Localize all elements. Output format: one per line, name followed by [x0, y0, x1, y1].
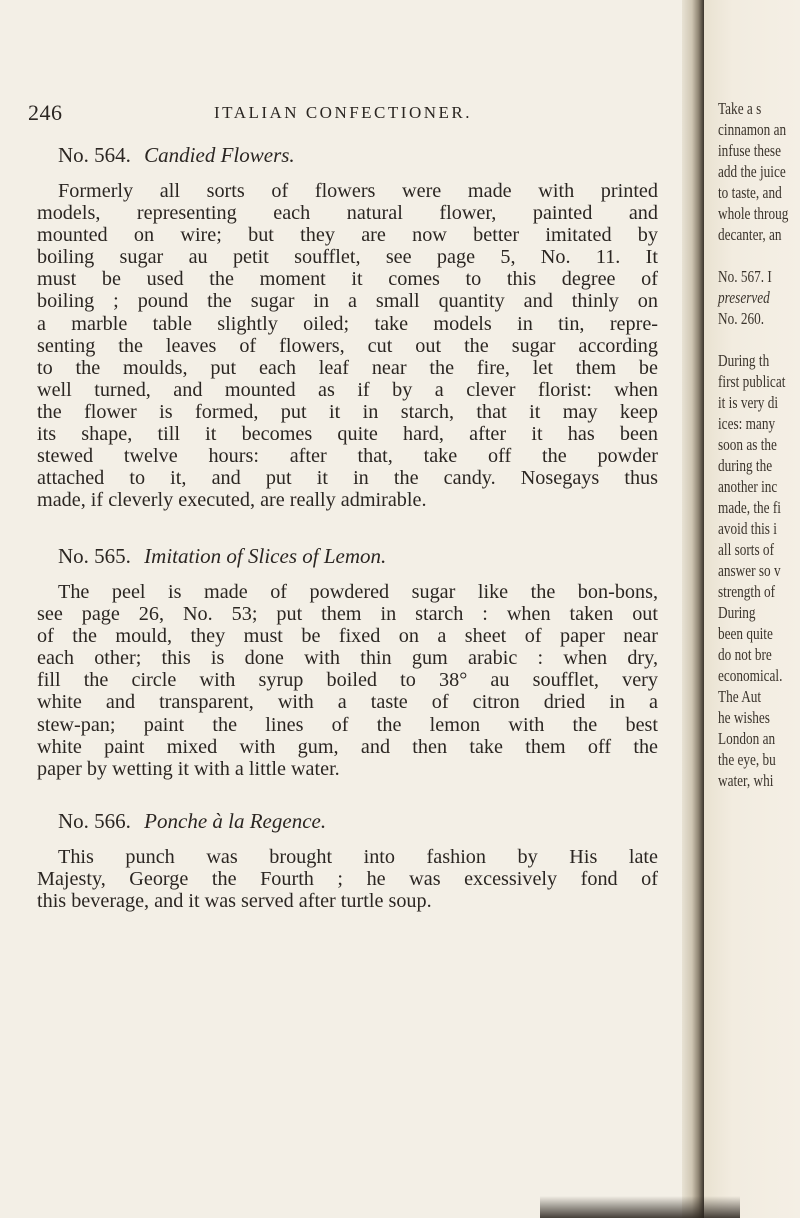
- facing-line: ices: many: [718, 414, 776, 433]
- facing-line: another inc: [718, 477, 778, 496]
- body-line: stew-pan; paint the lines of the lemon with the best: [37, 713, 658, 736]
- body-line: This punch was brought into fashion by His late: [58, 846, 658, 868]
- facing-line: all sorts of: [718, 540, 774, 559]
- facing-line: Take a s: [718, 99, 762, 118]
- facing-page-text: [718, 98, 788, 791]
- facing-line: water, whi: [718, 771, 774, 790]
- body-line: white and transparent, with a taste of citron dried in a: [37, 691, 658, 714]
- facing-line: been quite: [718, 624, 773, 643]
- body-line: stewed twelve hours: after that, take off the powder: [37, 445, 658, 468]
- body-line: attached to it, and put it in the candy. Nosegays thus: [37, 467, 658, 490]
- facing-line: soon as the: [718, 435, 777, 454]
- facing-page: [704, 0, 800, 1218]
- body-line: to the moulds, put each leaf near the fire, let them be: [37, 356, 658, 379]
- body-line: of the mould, they must be fixed on a sheet of paper near: [37, 625, 658, 648]
- facing-line: do not bre: [718, 645, 772, 664]
- body-line: its shape, till it becomes quite hard, after it has been: [37, 423, 658, 446]
- facing-line: whole throug: [718, 204, 789, 223]
- facing-line: infuse these: [718, 141, 781, 160]
- section-body-565: [37, 581, 658, 780]
- body-line: paper by wetting it with a little water.: [37, 757, 340, 780]
- body-line: the flower is formed, put it in starch, that it may keep: [37, 400, 658, 423]
- body-line: Majesty, George the Fourth ; he was excessively fond of: [37, 868, 658, 891]
- page-header: [28, 100, 658, 136]
- section-title: Candied Flowers.: [144, 143, 295, 167]
- body-line: senting the leaves of flowers, cut out the sugar according: [37, 334, 658, 357]
- body-line: boiling ; pound the sugar in a small quantity and thinly on: [37, 290, 658, 313]
- section-title: Ponche à la Regence.: [144, 809, 327, 833]
- body-line: fill the circle with syrup boiled to 38° au soufflet, very: [37, 669, 658, 692]
- facing-line: answer so v: [718, 561, 781, 580]
- facing-line: No. 260.: [718, 309, 765, 328]
- facing-line: he wishes: [718, 708, 770, 727]
- body-line: this beverage, and it was served after turtle soup.: [37, 890, 432, 913]
- facing-line: made, the fi: [718, 498, 781, 517]
- facing-line: decanter, an: [718, 225, 782, 244]
- facing-line: first publicat: [718, 372, 786, 391]
- facing-line: during the: [718, 456, 773, 475]
- section-number: No. 566.: [58, 809, 131, 833]
- body-line: made, if cleverly executed, are really admirable.: [37, 489, 427, 512]
- body-line: a marble table slightly oiled; take models in tin, repre-: [37, 312, 658, 335]
- body-line: boiling sugar au petit soufflet, see page 5, No. 11. It: [37, 246, 658, 269]
- body-line: well turned, and mounted as if by a clever florist: when: [37, 378, 658, 401]
- body-line: each other; this is done with thin gum arabic : when dry,: [37, 647, 658, 670]
- facing-line: economical.: [718, 666, 783, 685]
- section-body-564: [37, 180, 658, 512]
- section-title: Imitation of Slices of Lemon.: [144, 544, 387, 568]
- facing-line: [718, 329, 788, 350]
- facing-line: No. 567. I: [718, 267, 772, 286]
- body-line: white paint mixed with gum, and then take them off the: [37, 735, 658, 758]
- page-number: 246: [28, 100, 63, 125]
- facing-line: strength of: [718, 582, 776, 601]
- facing-line: [718, 245, 788, 266]
- body-line: The peel is made of powdered sugar like the bon-bons,: [58, 581, 658, 603]
- section-body-566: [37, 846, 658, 913]
- body-line: models, representing each natural flower, painted and: [37, 202, 658, 225]
- book-gutter: [682, 0, 704, 1218]
- page-edge-shadow: [540, 1196, 740, 1218]
- body-line: mounted on wire; but they are now better imitated by: [37, 224, 658, 247]
- facing-line: London an: [718, 729, 776, 748]
- section-number: No. 565.: [58, 544, 131, 568]
- facing-line: During: [718, 603, 756, 622]
- facing-line: cinnamon an: [718, 120, 787, 139]
- body-line: must be used the moment it comes to this degree of: [37, 268, 658, 291]
- facing-line: The Aut: [718, 687, 762, 706]
- facing-line: the eye, bu: [718, 750, 776, 769]
- section-heading-565: [58, 544, 658, 569]
- facing-line: to taste, and: [718, 183, 782, 202]
- facing-line: During th: [718, 351, 770, 370]
- section-heading-564: [58, 143, 658, 168]
- facing-line: avoid this i: [718, 519, 777, 538]
- section-number: No. 564.: [58, 143, 131, 167]
- facing-line: preserved: [718, 288, 770, 307]
- facing-line: it is very di: [718, 393, 779, 412]
- body-line: Formerly all sorts of flowers were made with printed: [58, 180, 658, 202]
- running-head: ITALIAN CONFECTIONER.: [214, 103, 472, 122]
- facing-line: add the juice: [718, 162, 786, 181]
- body-line: see page 26, No. 53; put them in starch : when taken out: [37, 603, 658, 626]
- section-heading-566: [58, 809, 658, 834]
